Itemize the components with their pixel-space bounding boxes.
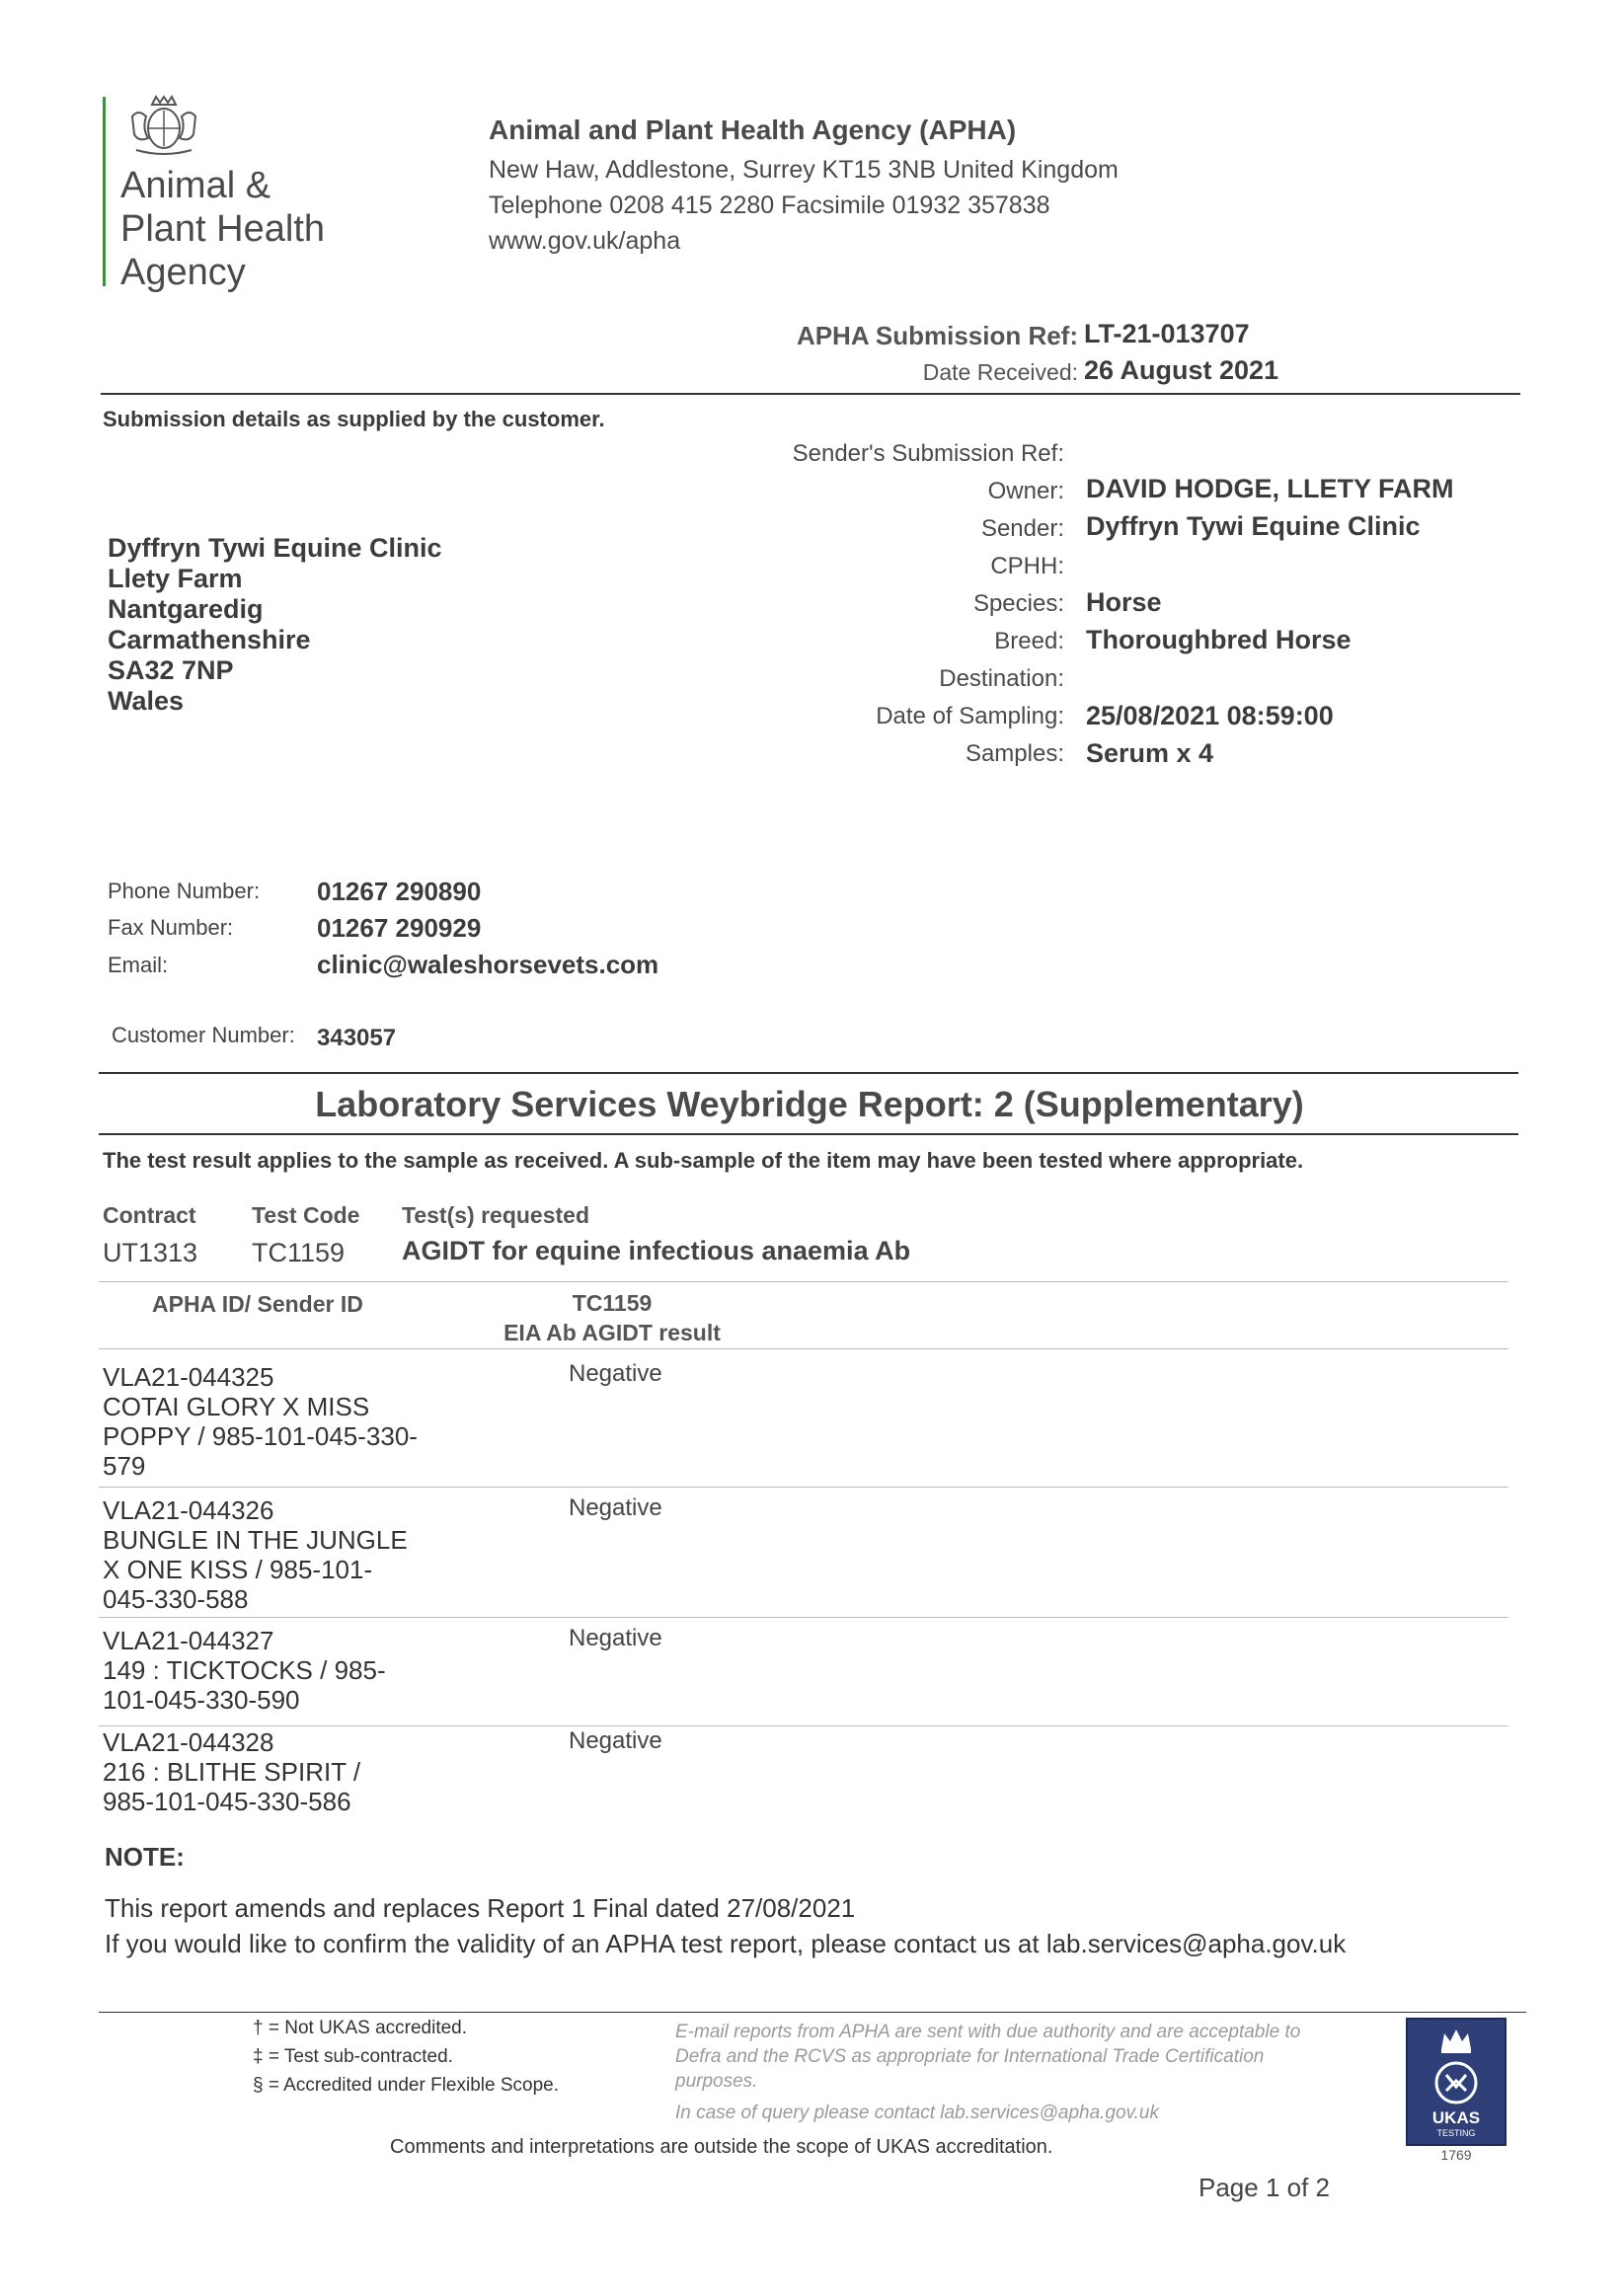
sample-id: VLA21-044328 bbox=[103, 1727, 274, 1757]
contract-header: Contract bbox=[103, 1202, 196, 1228]
address-line: Dyffryn Tywi Equine Clinic bbox=[108, 533, 442, 563]
logo-block bbox=[103, 95, 359, 292]
logo-line: Animal & bbox=[120, 165, 271, 206]
result-value: Negative bbox=[569, 1360, 662, 1387]
address-line: Wales bbox=[108, 686, 185, 716]
sample-id: VLA21-044325 bbox=[103, 1362, 274, 1392]
submission-ref-value: LT-21-013707 bbox=[1084, 319, 1250, 348]
legend-item: † = Not UKAS accredited. bbox=[253, 2018, 468, 2038]
date-received-value: 26 August 2021 bbox=[1084, 355, 1279, 385]
table-row bbox=[103, 1727, 458, 1816]
ukas-number: 1769 bbox=[1440, 2147, 1472, 2163]
field-value-date-of-sampling: 25/08/2021 08:59:00 bbox=[1086, 701, 1334, 730]
ukas-badge-text: UKAS bbox=[1431, 2108, 1481, 2127]
divider bbox=[99, 2012, 1526, 2013]
result-value: Negative bbox=[569, 1625, 662, 1651]
sender-id-line: 216 : BLITHE SPIRIT / bbox=[103, 1757, 361, 1787]
sender-id-line: 045-330-588 bbox=[103, 1584, 249, 1614]
sender-id-line: COTAI GLORY X MISS bbox=[103, 1392, 370, 1421]
tests-requested-value: AGIDT for equine infectious anaemia Ab bbox=[402, 1236, 911, 1265]
divider bbox=[99, 1348, 1508, 1349]
sender-id-line: 579 bbox=[103, 1451, 146, 1481]
address-line: SA32 7NP bbox=[108, 655, 234, 685]
org-phone-fax: Telephone 0208 415 2280 Facsimile 01932 357838 bbox=[489, 191, 1050, 219]
logo-line: Plant Health bbox=[120, 208, 326, 250]
ukas-badge-sub: TESTING bbox=[1436, 2128, 1476, 2138]
customer-address bbox=[108, 533, 442, 717]
divider bbox=[101, 393, 1520, 395]
col-header-result-name: EIA Ab AGIDT result bbox=[503, 1320, 721, 1345]
agency-logo-text bbox=[120, 164, 325, 294]
fax-value: 01267 290929 bbox=[317, 913, 482, 943]
org-name: Animal and Plant Health Agency (APHA) bbox=[489, 115, 1017, 145]
note-heading: NOTE: bbox=[105, 1842, 185, 1872]
date-received-label: Date Received: bbox=[922, 359, 1078, 385]
org-website: www.gov.uk/apha bbox=[489, 227, 681, 255]
address-line: Nantgaredig bbox=[108, 594, 264, 624]
submission-ref-label: APHA Submission Ref: bbox=[796, 321, 1078, 350]
sender-id-line: 149 : TICKTOCKS / 985- bbox=[103, 1655, 386, 1685]
field-label-samples: Samples: bbox=[965, 740, 1064, 767]
table-row bbox=[103, 1495, 458, 1614]
customer-number-value: 343057 bbox=[317, 1025, 397, 1051]
email-report-note: E-mail reports from APHA are sent with due authority and are acceptable to Defra and the RCVS as appropriate for International Trade Certification purposes. bbox=[675, 2022, 1301, 2092]
legend-item: § = Accredited under Flexible Scope. bbox=[253, 2075, 559, 2096]
crown-icon bbox=[1436, 2026, 1476, 2055]
sender-id-line: X ONE KISS / 985-101- bbox=[103, 1555, 373, 1584]
test-code-value: TC1159 bbox=[252, 1238, 346, 1267]
address-line: Carmathenshire bbox=[108, 625, 311, 654]
logo-accent-bar bbox=[103, 97, 106, 286]
sender-id-line: POPPY / 985-101-045-330- bbox=[103, 1421, 418, 1451]
note-line: This report amends and replaces Report 1 Final dated 27/08/2021 bbox=[105, 1893, 856, 1923]
logo-line: Agency bbox=[120, 252, 246, 293]
table-row bbox=[103, 1626, 458, 1715]
field-label-destination: Destination: bbox=[939, 665, 1064, 692]
ukas-statement: Comments and interpretations are outside the scope of UKAS accreditation. bbox=[390, 2136, 1053, 2158]
address-line: Llety Farm bbox=[108, 564, 243, 593]
sample-id: VLA21-044327 bbox=[103, 1626, 274, 1655]
fax-label: Fax Number: bbox=[108, 915, 234, 940]
tests-requested-header: Test(s) requested bbox=[402, 1202, 590, 1228]
field-label-date-of-sampling: Date of Sampling: bbox=[876, 703, 1064, 729]
field-value-breed: Thoroughbred Horse bbox=[1086, 625, 1352, 654]
col-header-result-code: TC1159 bbox=[572, 1290, 653, 1316]
org-address: New Haw, Addlestone, Surrey KT15 3NB United Kingdom bbox=[489, 156, 1119, 184]
contract-value: UT1313 bbox=[103, 1238, 198, 1267]
col-header-id: APHA ID/ Sender ID bbox=[152, 1291, 363, 1317]
email-label: Email: bbox=[108, 953, 169, 977]
report-disclaimer: The test result applies to the sample as received. A sub-sample of the item may have been tested where appropriate. bbox=[103, 1148, 1304, 1173]
field-label-sender: Sender: bbox=[980, 515, 1064, 542]
divider bbox=[99, 1281, 1508, 1282]
report-title: Laboratory Services Weybridge Report: 2 (Supplementary) bbox=[315, 1084, 1304, 1124]
field-value-sender: Dyffryn Tywi Equine Clinic bbox=[1086, 511, 1421, 541]
email-value: clinic@waleshorsevets.com bbox=[317, 950, 659, 979]
field-label-sender-ref: Sender's Submission Ref: bbox=[792, 440, 1064, 467]
submission-details-heading: Submission details as supplied by the customer. bbox=[103, 407, 605, 431]
sender-id-line: 985-101-045-330-586 bbox=[103, 1787, 351, 1816]
divider bbox=[99, 1487, 1508, 1488]
table-row bbox=[103, 1362, 458, 1481]
field-label-breed: Breed: bbox=[994, 628, 1064, 654]
sender-id-line: 101-045-330-590 bbox=[103, 1685, 300, 1715]
royal-crest-icon bbox=[122, 95, 201, 158]
ukas-tick-icon bbox=[1427, 2059, 1486, 2106]
field-label-owner: Owner: bbox=[987, 478, 1064, 504]
ukas-badge bbox=[1406, 2018, 1507, 2146]
divider bbox=[99, 1133, 1518, 1135]
divider bbox=[99, 1072, 1518, 1074]
accreditation-legend bbox=[253, 2014, 559, 2100]
phone-label: Phone Number: bbox=[108, 879, 261, 903]
field-value-species: Horse bbox=[1086, 587, 1162, 617]
note-line: If you would like to confirm the validity of an APHA test report, please contact us at lab.services@apha.gov.uk bbox=[105, 1929, 1347, 1958]
customer-number-label: Customer Number: bbox=[112, 1023, 295, 1047]
sender-id-line: BUNGLE IN THE JUNGLE bbox=[103, 1525, 408, 1555]
divider bbox=[99, 1617, 1508, 1618]
field-label-species: Species: bbox=[972, 590, 1064, 617]
test-code-header: Test Code bbox=[252, 1202, 360, 1228]
phone-value: 01267 290890 bbox=[317, 877, 482, 906]
result-value: Negative bbox=[569, 1727, 662, 1754]
field-value-owner: DAVID HODGE, LLETY FARM bbox=[1086, 474, 1454, 503]
divider bbox=[99, 1725, 1508, 1726]
page-number: Page 1 of 2 bbox=[1198, 2173, 1330, 2202]
result-value: Negative bbox=[569, 1494, 662, 1521]
sample-id: VLA21-044326 bbox=[103, 1495, 274, 1525]
legend-item: ‡ = Test sub-contracted. bbox=[253, 2046, 453, 2067]
field-value-samples: Serum x 4 bbox=[1086, 738, 1214, 768]
col-header-result bbox=[464, 1288, 760, 1347]
field-label-cphh: CPHH: bbox=[990, 553, 1064, 579]
query-note: In case of query please contact lab.services@apha.gov.uk bbox=[675, 2103, 1159, 2123]
